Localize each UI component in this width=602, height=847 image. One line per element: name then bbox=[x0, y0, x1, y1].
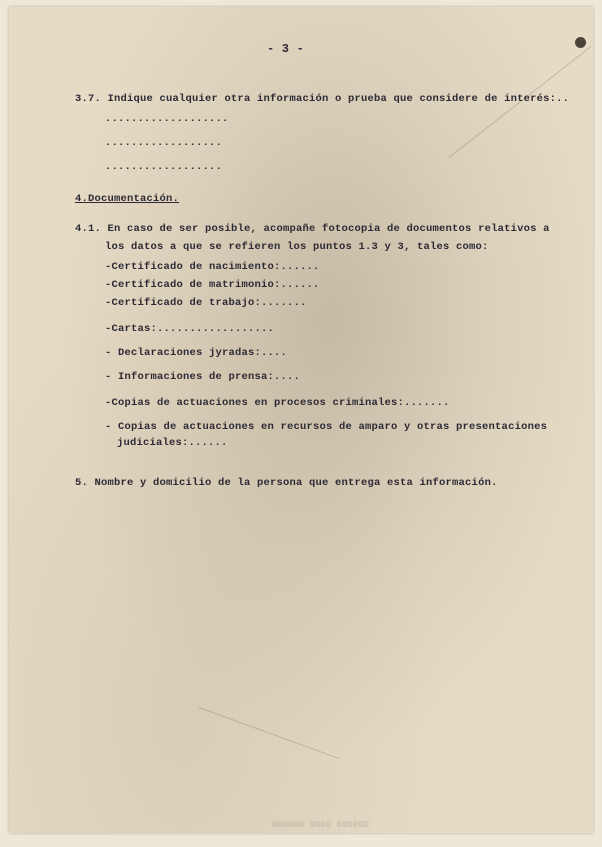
dotted-line-3: .................. bbox=[105, 161, 223, 173]
page-number: - 3 - bbox=[267, 42, 305, 56]
doc-item-sworn-statements: - Declaraciones jyradas:.... bbox=[105, 347, 288, 359]
doc-item-work-certificate: -Certificado de trabajo:....... bbox=[105, 297, 307, 309]
item-4-1-line-2: los datos a que se refieren los puntos 1.3 y 3, tales como: bbox=[105, 241, 489, 253]
doc-item-letters: -Cartas:.................. bbox=[105, 323, 275, 335]
section-5-text: 5. Nombre y domicilio de la persona que entrega esta información. bbox=[75, 477, 498, 489]
doc-item-amparo-appeals-cont: judiciales:...... bbox=[117, 437, 228, 449]
doc-item-birth-certificate: -Certificado de nacimiento:...... bbox=[105, 261, 320, 273]
section-4-title: 4.Documentación. bbox=[75, 193, 180, 205]
item-4-1-line-1: 4.1. En caso de ser posible, acompañe fotocopia de documentos relativos a bbox=[75, 223, 550, 235]
dotted-line-1: ................... bbox=[105, 113, 229, 125]
punch-hole bbox=[575, 37, 586, 48]
doc-item-press-reports: - Informaciones de prensa:.... bbox=[105, 371, 301, 383]
scratch-mark bbox=[199, 707, 340, 759]
dotted-line-2: .................. bbox=[105, 137, 223, 149]
doc-item-marriage-certificate: -Certificado de matrimonio:...... bbox=[105, 279, 320, 291]
document-page bbox=[9, 7, 593, 833]
doc-item-amparo-appeals: - Copias de actuaciones en recursos de amparo y otras presentaciones bbox=[105, 421, 548, 433]
doc-item-criminal-proceedings: -Copias de actuaciones en procesos criminales:....... bbox=[105, 397, 450, 409]
footer-mark: 000009 0008 000000 bbox=[271, 818, 369, 828]
item-3-7-text: 3.7. Indique cualquier otra información o prueba que considere de interés:.. bbox=[75, 93, 570, 105]
